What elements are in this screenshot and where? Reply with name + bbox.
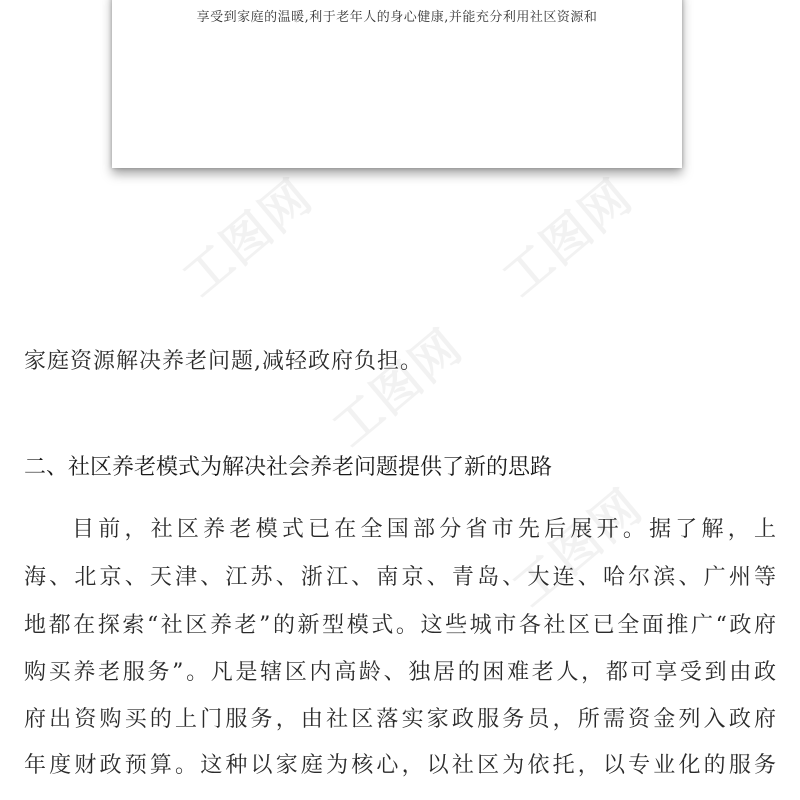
watermark-logo: 工图网 — [322, 318, 474, 458]
section-heading: 二、社区养老模式为解决社会养老问题提供了新的思路 — [24, 455, 553, 480]
preview-text-line: 享受到家庭的温暖,利于老年人的身心健康,并能充分利用社区资源和 — [196, 10, 598, 25]
paragraph-line: 海、北京、天津、江苏、浙江、南京、青岛、大连、哈尔滨、广州等 — [24, 565, 776, 590]
watermark-logo: 工图网 — [172, 168, 324, 308]
page-preview-card — [112, 0, 682, 168]
paragraph-line: 年度财政预算。这种以家庭为核心，以社区为依托，以专业化的服务 — [24, 753, 776, 778]
watermark-logo: 工图网 — [492, 168, 644, 308]
paragraph-line: 地都在探索“社区养老”的新型模式。这些城市各社区已全面推广“政府 — [24, 613, 776, 638]
paragraph-line: 目前，社区养老模式已在全国部分省市先后展开。据了解，上 — [72, 517, 776, 542]
continuation-text: 家庭资源解决养老问题,减轻政府负担。 — [24, 349, 423, 374]
paragraph-line: 府出资购买的上门服务，由社区落实家政服务员，所需资金列入政府 — [24, 707, 776, 732]
paragraph-line: 购买养老服务”。凡是辖区内高龄、独居的困难老人，都可享受到由政 — [24, 660, 776, 685]
watermark-logo: 工图网 — [502, 478, 654, 618]
